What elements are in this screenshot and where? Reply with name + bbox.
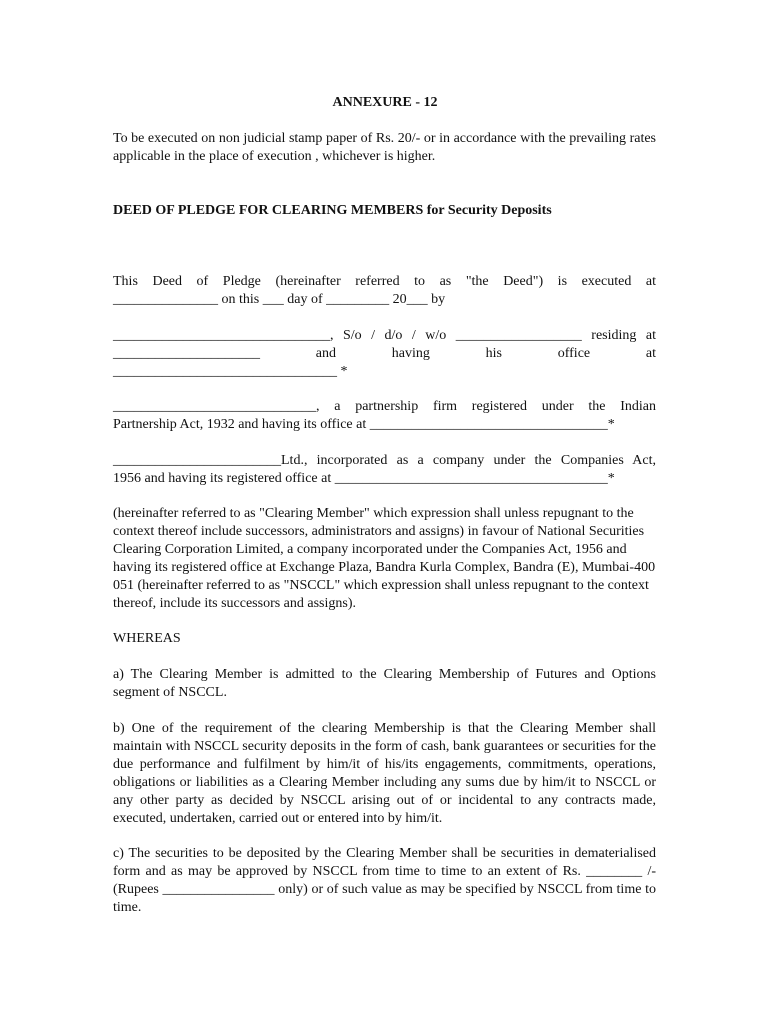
deed-heading: DEED OF PLEDGE FOR CLEARING MEMBERS for Security Deposits [113,203,552,218]
party-line: _______________________________, S/o / d/o / w/o __________________ residing at [113,328,656,343]
clause-c: c) The securities to be deposited by the Clearing Member shall be securities in dematerialised form and as may be approved by NSCCL from time to time to an extent of Rs. ________ /- (Rupees ________________ only) or of such value as may be specified by NSCCL from time to time. [113,846,656,915]
party-details [113,327,656,381]
partnership-details [113,398,656,434]
party-line: _____________________ and having his office at [113,346,656,361]
partnership-line: Partnership Act, 1932 and having its office at __________________________________* [113,417,615,432]
intro-line: This Deed of Pledge (hereinafter referred to as "the Deed") is executed at [113,274,656,289]
intro-line: _______________ on this ___ day of _________ 20___ by [113,292,446,307]
partnership-line: _____________________________, a partnership firm registered under the Indian [113,399,656,414]
clause-b: b) One of the requirement of the clearing Membership is that the Clearing Member shall maintain with NSCCL security deposits in the form of cash, bank guarantees or securities for the due performance and fulfilment by him/it of his/its engagements, commitments, operations, obligations or liabilities as a Clearing Member including any sums due by him/it to NSCCL or any other party as decided by NSCCL arising out of or incidental to any contracts made, executed, undertaken, carried out or entered into by him/it. [113,721,656,826]
whereas-heading: WHEREAS [113,631,181,646]
clause-a: a) The Clearing Member is admitted to the Clearing Membership of Futures and Options segment of NSCCL. [113,667,656,700]
annexure-title: ANNEXURE - 12 [332,95,438,110]
company-line: 1956 and having its registered office at _______________________________________* [113,471,615,486]
company-details [113,452,656,488]
stamp-note: To be executed on non judicial stamp paper of Rs. 20/- or in accordance with the prevailing rates applicable in the place of execution , whichever is higher. [113,131,656,164]
intro-paragraph [113,273,656,309]
company-line: ________________________Ltd., incorporated as a company under the Companies Act, [113,453,656,468]
clearing-member-paragraph: (hereinafter referred to as "Clearing Member" which expression shall unless repugnant to the context thereof include successors, administrators and assigns) in favour of National Securities Clearing Corporation Limited, a company incorporated under the Companies Act, 1956 and having its registered office at Exchange Plaza, Bandra Kurla Complex, Bandra (E), Mumbai-400 051 (hereinafter referred to as "NSCCL" which expression shall unless repugnant to the context thereof, include its successors and assigns). [113,506,656,611]
party-line: ________________________________ * [113,364,348,379]
